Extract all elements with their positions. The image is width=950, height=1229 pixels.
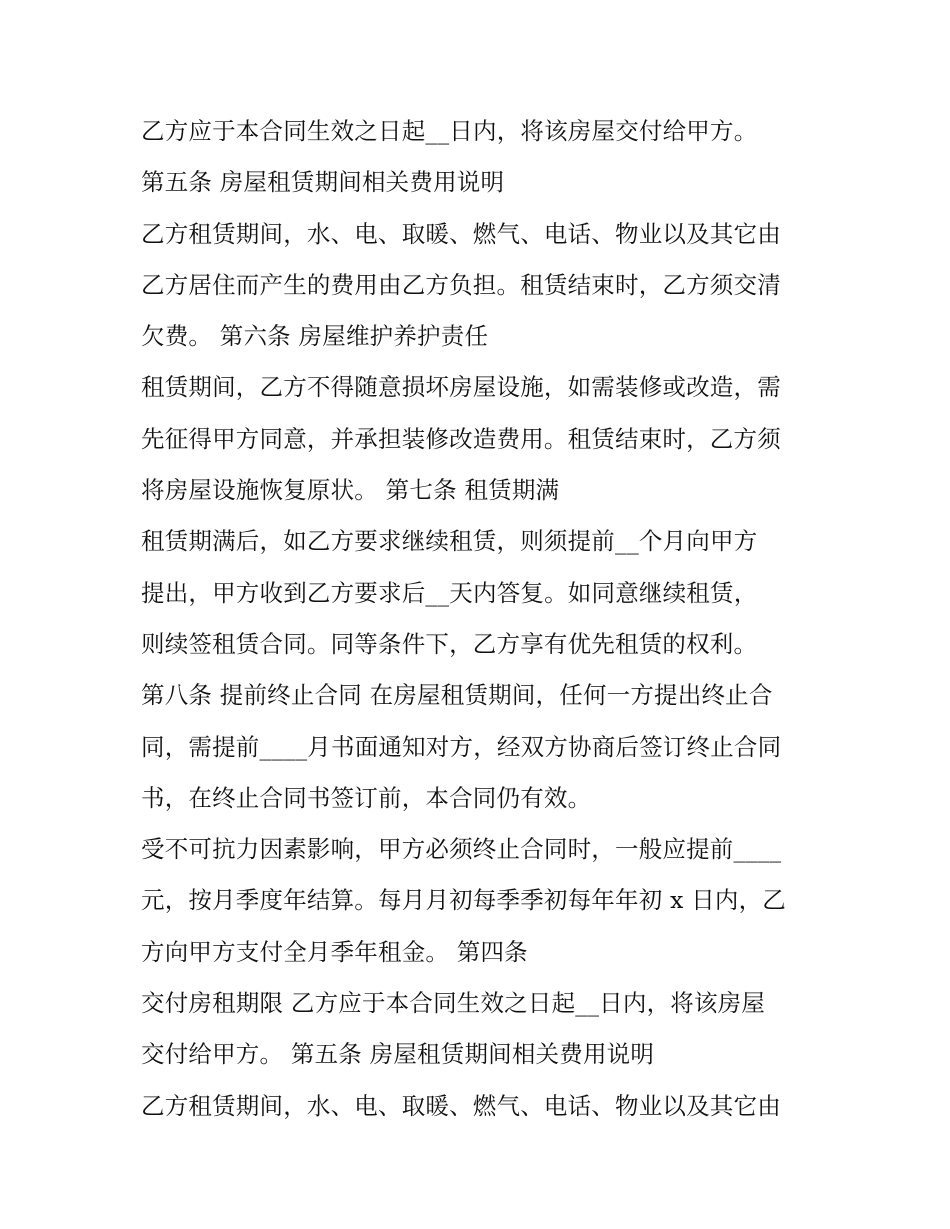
text-line: 书，在终止合同书签订前，本合同仍有效。 bbox=[141, 783, 592, 812]
text-line: 第八条 提前终止合同 在房屋租赁期间，任何一方提出终止合 bbox=[141, 681, 773, 710]
document-body bbox=[141, 106, 821, 1132]
text-line: 受不可抗力因素影响，甲方必须终止合同时，一般应提前____ bbox=[141, 835, 782, 864]
text-line: 方向甲方支付全月季年租金。 第四条 bbox=[141, 937, 528, 966]
text-line: 先征得甲方同意，并承担装修改造费用。租赁结束时，乙方须 bbox=[141, 424, 781, 453]
text-line: 则续签租赁合同。同等条件下，乙方享有优先租赁的权利。 bbox=[141, 629, 758, 658]
text-line: 交付房租期限 乙方应于本合同生效之日起__日内，将该房屋 bbox=[141, 989, 766, 1018]
text-line: 租赁期满后，如乙方要求继续租赁，则须提前__个月向甲方 bbox=[141, 527, 758, 556]
text-line: 乙方租赁期间，水、电、取暖、燃气、电话、物业以及其它由 bbox=[141, 1091, 781, 1120]
text-line: 租赁期间，乙方不得随意损坏房屋设施，如需装修或改造，需 bbox=[141, 373, 781, 402]
text-line: 乙方租赁期间，水、电、取暖、燃气、电话、物业以及其它由 bbox=[141, 219, 781, 248]
text-line: 将房屋设施恢复原状。 第七条 租赁期满 bbox=[141, 476, 560, 505]
text-line: 乙方应于本合同生效之日起__日内，将该房屋交付给甲方。 bbox=[141, 117, 758, 145]
text-line: 乙方居住而产生的费用由乙方负担。租赁结束时，乙方须交清 bbox=[141, 270, 781, 299]
text-line: 交付给甲方。 第五条 房屋租赁期间相关费用说明 bbox=[141, 1040, 655, 1069]
section-heading: 第五条 房屋租赁期间相关费用说明 bbox=[141, 168, 505, 197]
text-line: 元，按月季度年结算。每月月初每季季初每年年初 x 日内，乙 bbox=[141, 886, 786, 915]
text-line: 同，需提前____月书面通知对方，经双方协商后签订终止合同 bbox=[141, 732, 782, 761]
text-line: 提出，甲方收到乙方要求后__天内答复。如同意继续租赁， bbox=[141, 578, 758, 607]
text-line: 欠费。 第六条 房屋维护养护责任 bbox=[141, 322, 489, 351]
